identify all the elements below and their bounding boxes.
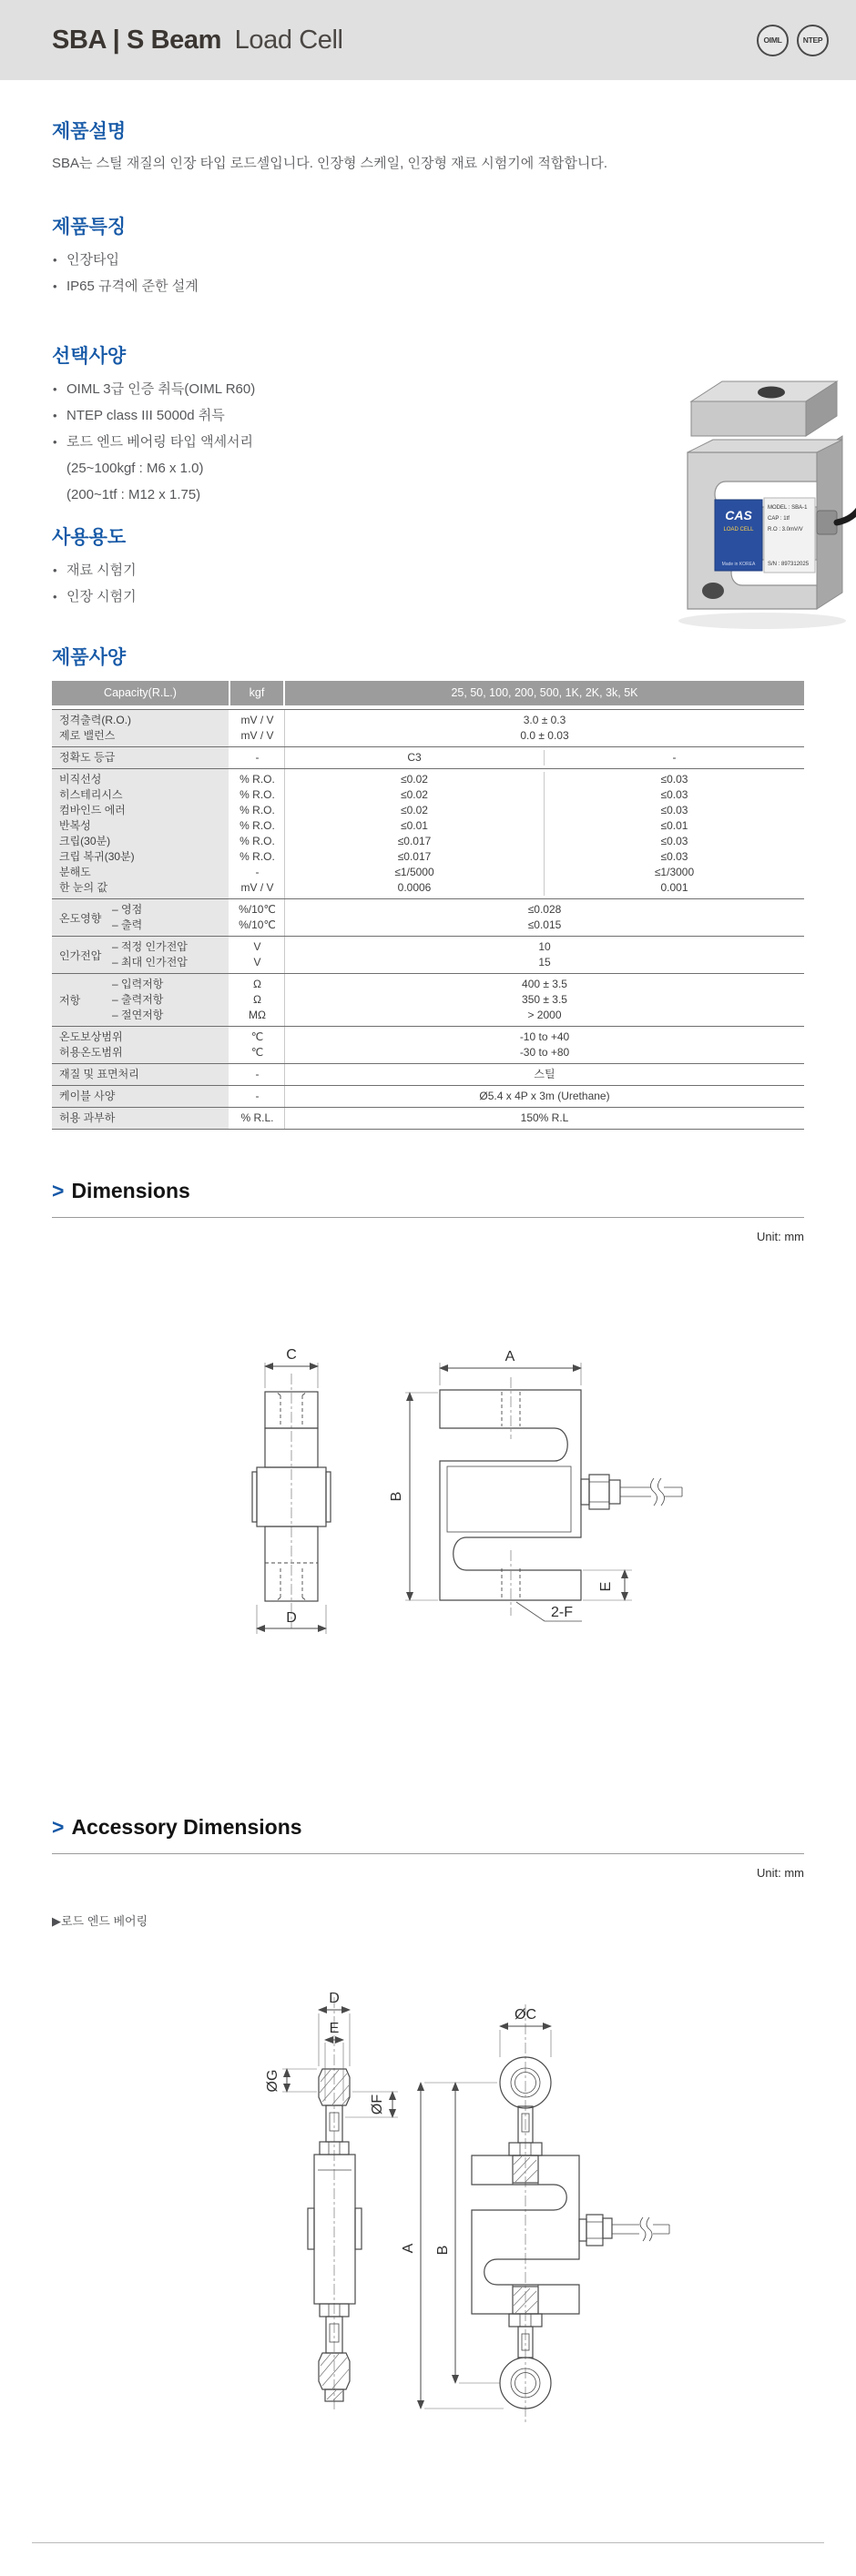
spec-group [52, 709, 804, 746]
spec-header-range: 25, 50, 100, 200, 500, 1K, 2K, 3k, 5K [285, 681, 804, 705]
spec-group-labels [52, 899, 230, 936]
spec-group [52, 973, 804, 1026]
spec-group [52, 898, 804, 936]
spec-row-unit: V [253, 940, 261, 953]
accessory-drawing [52, 1990, 804, 2427]
dim-side-view [252, 1347, 331, 1634]
spec-row-unit: Ω [253, 993, 261, 1006]
acc-label-f: ØF [370, 2094, 385, 2115]
spec-group-name: 저항 [59, 994, 81, 1007]
spec-value-right: ≤0.03 [660, 788, 688, 801]
spec-row-value: 350 ± 3.5 [522, 993, 567, 1006]
page-header [0, 0, 856, 80]
section-heading-features: 제품특징 [52, 217, 127, 238]
acc-front-view [472, 2004, 669, 2423]
spec-group [52, 936, 804, 973]
photo-label-line: CAP : 1tf [768, 516, 790, 522]
spec-value-right: - [672, 751, 677, 764]
spec-group-labels [52, 1086, 230, 1107]
spec-value-right: ≤0.03 [660, 804, 688, 816]
page-title-model: SBA | S Beam [52, 25, 221, 55]
acc-label-c: ØC [515, 2007, 536, 2023]
spec-value-col [285, 769, 804, 898]
footer-rule [32, 2542, 824, 2543]
spec-label-col [59, 1089, 229, 1104]
spec-row-label: – 입력저항 [112, 978, 164, 990]
spec-value-right: ≤0.03 [660, 850, 688, 863]
spec-label-col [59, 750, 229, 766]
section-heading-specs: 제품사양 [52, 647, 127, 668]
spec-row-value: Ø5.4 x 4P x 3m (Urethane) [479, 1090, 610, 1102]
spec-row-label: 정격출력(R.O.) [59, 714, 132, 726]
spec-row-value: 400 ± 3.5 [522, 978, 567, 990]
spec-group-labels [52, 974, 230, 1026]
spec-row-label: 정확도 등급 [59, 751, 116, 764]
spec-row-unit: - [255, 751, 260, 764]
spec-row-label: – 출력 [112, 918, 143, 931]
spec-value-right: ≤1/3000 [654, 866, 695, 878]
spec-row-label: – 출력저항 [112, 993, 164, 1006]
spec-value-col [285, 710, 804, 746]
spec-row-value [285, 818, 804, 834]
spec-row-value [285, 772, 804, 787]
spec-row-label: 제로 밸런스 [59, 729, 116, 742]
spec-value-right: ≤0.03 [660, 773, 688, 786]
spec-value-right: ≤0.01 [660, 819, 688, 832]
spec-label-col [59, 1111, 229, 1126]
spec-value-left: ≤1/5000 [285, 865, 545, 880]
spec-row-unit: ℃ [250, 1046, 264, 1059]
spec-value-left: ≤0.01 [285, 818, 545, 834]
dim-label-e: E [598, 1581, 614, 1592]
spec-value-left: ≤0.017 [285, 849, 545, 865]
spec-value-col [285, 1086, 804, 1107]
spec-row-unit: % R.O. [239, 819, 275, 832]
dim-label-d: D [286, 1610, 297, 1626]
spec-value-left: ≤0.02 [285, 787, 545, 803]
acc-label-b: B [435, 2245, 451, 2256]
spec-row-value: > 2000 [527, 1009, 562, 1021]
spec-value-col [285, 1027, 804, 1063]
spec-row-value: ≤0.028 [527, 903, 562, 916]
page-title-type: Load Cell [234, 25, 343, 55]
spec-value-col [285, 974, 804, 1026]
dimensions-unit-note: Unit: mm [757, 1230, 804, 1243]
spec-unit-col [230, 899, 285, 936]
photo-label-line: S/N : 897312025 [768, 562, 810, 567]
photo-brand-sub: LOAD CELL [723, 527, 754, 532]
spec-row-label: 크립 복귀(30분) [59, 850, 135, 863]
spec-row-label: 케이블 사양 [59, 1090, 116, 1102]
spec-label-col [59, 713, 229, 744]
applications-list [52, 557, 804, 610]
spec-group-labels [52, 1027, 230, 1063]
photo-label-line: MODEL : SBA-1 [768, 505, 808, 511]
list-item: • 인장 시험기 [52, 583, 804, 610]
spec-group-name: 인가전압 [59, 948, 102, 962]
spec-row-label: – 절연저항 [112, 1009, 164, 1021]
spec-label-col [112, 902, 229, 933]
page-title [52, 25, 343, 56]
spec-group-labels [52, 710, 230, 746]
spec-row-unit: mV / V [240, 729, 274, 742]
spec-value-col [285, 937, 804, 973]
spec-unit-col [230, 1086, 285, 1107]
section-heading-accessory: > Accessory Dimensions [52, 1815, 302, 1839]
chevron-icon: > [52, 1179, 65, 1202]
spec-row-value [285, 849, 804, 865]
spec-row-unit: % R.O. [239, 773, 275, 786]
acc-label-g: ØG [265, 2069, 280, 2093]
spec-group [52, 1063, 804, 1085]
spec-row-unit: %/10℃ [239, 903, 276, 916]
spec-row-unit: - [255, 1068, 260, 1080]
spec-label-col [59, 772, 229, 896]
acc-dims-ab [401, 2083, 504, 2409]
spec-unit-col [230, 1064, 285, 1085]
spec-unit-col [230, 1027, 285, 1063]
spec-row-unit: MΩ [249, 1009, 266, 1021]
spec-value-left: ≤0.02 [285, 803, 545, 818]
spec-value-left: C3 [285, 750, 545, 766]
spec-row-value [285, 750, 804, 766]
list-item: • NTEP class III 5000d 취득 [52, 402, 804, 429]
spec-row-value: -30 to +80 [519, 1046, 570, 1059]
dim-label-c: C [286, 1347, 297, 1363]
spec-unit-col [230, 710, 285, 746]
accessory-divider [52, 1853, 804, 1854]
spec-group [52, 1107, 804, 1130]
spec-row-unit: mV / V [240, 881, 274, 894]
spec-row-label: 분해도 [59, 866, 91, 878]
spec-unit-col [230, 769, 285, 898]
dimensions-divider [52, 1217, 804, 1218]
spec-group [52, 746, 804, 768]
spec-unit-col [230, 974, 285, 1026]
spec-group-labels [52, 1064, 230, 1085]
list-item: • 인장타입 [52, 247, 804, 273]
spec-row-unit: mV / V [240, 714, 274, 726]
sub-list-item: (200~1tf : M12 x 1.75) [66, 487, 201, 502]
spec-table-body [52, 709, 804, 1130]
spec-row-unit: % R.O. [239, 804, 275, 816]
spec-row-unit: % R.L. [240, 1111, 274, 1124]
spec-label-col [112, 977, 229, 1023]
spec-value-col [285, 1108, 804, 1129]
spec-row-label: 허용 과부하 [59, 1111, 116, 1124]
spec-unit-col [230, 1108, 285, 1129]
rod-end-bearing-note: ▶로드 엔드 베어링 [52, 1914, 148, 1928]
dim-label-a: A [504, 1349, 515, 1364]
features-list [52, 247, 804, 299]
spec-label-col [59, 1067, 229, 1082]
section-heading-description: 제품설명 [52, 121, 127, 142]
accessory-unit-note: Unit: mm [757, 1866, 804, 1880]
spec-group-labels [52, 937, 230, 973]
spec-row-label: 온도보상범위 [59, 1030, 123, 1043]
photo-label-line: R.O : 3.0mV/V [768, 527, 803, 532]
list-item: • 재료 시험기 [52, 557, 804, 583]
spec-header-capacity: Capacity(R.L.) [52, 681, 229, 705]
spec-header-unit: kgf [230, 681, 283, 705]
spec-row-label: 한 눈의 값 [59, 881, 108, 894]
spec-group-labels [52, 747, 230, 768]
spec-row-value: 150% R.L [520, 1111, 569, 1124]
spec-row-label: 비직선성 [59, 773, 102, 786]
spec-value-left: ≤0.017 [285, 834, 545, 849]
spec-row-value: -10 to +40 [519, 1030, 570, 1043]
photo-brand: CAS [725, 508, 752, 522]
section-heading-applications: 사용용도 [52, 527, 127, 548]
spec-row-value: 3.0 ± 0.3 [523, 714, 566, 726]
spec-row-unit: % R.O. [239, 788, 275, 801]
spec-row-label: 히스테리시스 [59, 788, 123, 801]
spec-row-unit: %/10℃ [239, 918, 276, 931]
spec-label-col [59, 1029, 229, 1060]
spec-group-labels [52, 1108, 230, 1129]
spec-row-label: – 적정 인가전압 [112, 940, 188, 953]
spec-row-value: 스틸 [534, 1068, 555, 1080]
spec-unit-col [230, 747, 285, 768]
spec-row-unit: - [255, 866, 260, 878]
spec-table [52, 681, 804, 1130]
photo-made-in: Made in KOREA [721, 562, 756, 567]
acc-label-e: E [329, 2021, 340, 2036]
spec-row-value [285, 865, 804, 880]
dim-label-2f: 2-F [551, 1605, 573, 1620]
spec-row-label: 크립(30분) [59, 835, 111, 847]
spec-row-value [285, 803, 804, 818]
acc-label-a: A [401, 2243, 416, 2254]
options-list [52, 376, 804, 455]
spec-row-value: ≤0.015 [527, 918, 562, 931]
section-heading-dimensions: > Dimensions [52, 1179, 190, 1202]
spec-value-left: ≤0.02 [285, 772, 545, 787]
spec-table-header [52, 681, 804, 705]
acc-side-view [265, 1991, 398, 2410]
list-item: • IP65 규격에 준한 설계 [52, 273, 804, 299]
spec-row-value [285, 834, 804, 849]
dim-b [389, 1393, 438, 1600]
sub-list-item: (25~100kgf : M6 x 1.0) [66, 461, 204, 476]
spec-value-col [285, 747, 804, 768]
spec-row-unit: V [253, 956, 261, 969]
spec-row-label: – 영점 [112, 903, 143, 916]
oiml-logo-icon: OIML [757, 25, 789, 56]
spec-group-labels [52, 769, 230, 898]
spec-row-label: 재질 및 표면처리 [59, 1068, 139, 1080]
spec-value-col [285, 899, 804, 936]
spec-value-col [285, 1064, 804, 1085]
ntep-logo-icon: NTEP [797, 25, 829, 56]
dimensions-drawing [52, 1344, 804, 1654]
spec-unit-col [230, 937, 285, 973]
spec-group-name: 온도영향 [59, 911, 102, 925]
spec-row-value: 0.0 ± 0.03 [520, 729, 569, 742]
spec-row-unit: - [255, 1090, 260, 1102]
acc-label-d: D [329, 1991, 340, 2006]
spec-group [52, 1026, 804, 1063]
spec-group [52, 768, 804, 898]
spec-row-unit: % R.O. [239, 850, 275, 863]
spec-row-label: 허용온도범위 [59, 1046, 123, 1059]
spec-row-label: 컴바인드 에러 [59, 804, 126, 816]
spec-row-value: 10 [538, 940, 551, 953]
spec-group [52, 1085, 804, 1107]
list-item: • OIML 3급 인증 취득(OIML R60) [52, 376, 804, 402]
spec-row-value: 15 [538, 956, 551, 969]
spec-label-col [112, 939, 229, 970]
section-heading-options: 선택사양 [52, 346, 127, 367]
description-body: SBA는 스틸 재질의 인장 타입 로드셀입니다. 인장형 스케일, 인장형 재료 시험기에 적합합니다. [52, 156, 608, 171]
spec-row-unit: % R.O. [239, 835, 275, 847]
certification-logos [757, 25, 829, 56]
chevron-icon: > [52, 1815, 65, 1839]
spec-row-value [285, 787, 804, 803]
spec-row-label: 반복성 [59, 819, 91, 832]
dim-label-b: B [389, 1491, 404, 1502]
spec-value-right: ≤0.03 [660, 835, 688, 847]
spec-row-unit: Ω [253, 978, 261, 990]
list-item: • 로드 엔드 베어링 타입 액세서리 [52, 429, 804, 455]
dim-front-view [440, 1349, 682, 1621]
spec-value-left: 0.0006 [285, 880, 545, 896]
spec-row-unit: ℃ [250, 1030, 264, 1043]
spec-row-value [285, 880, 804, 896]
spec-value-right: 0.001 [660, 881, 688, 894]
spec-row-label: – 최대 인가전압 [112, 956, 188, 969]
